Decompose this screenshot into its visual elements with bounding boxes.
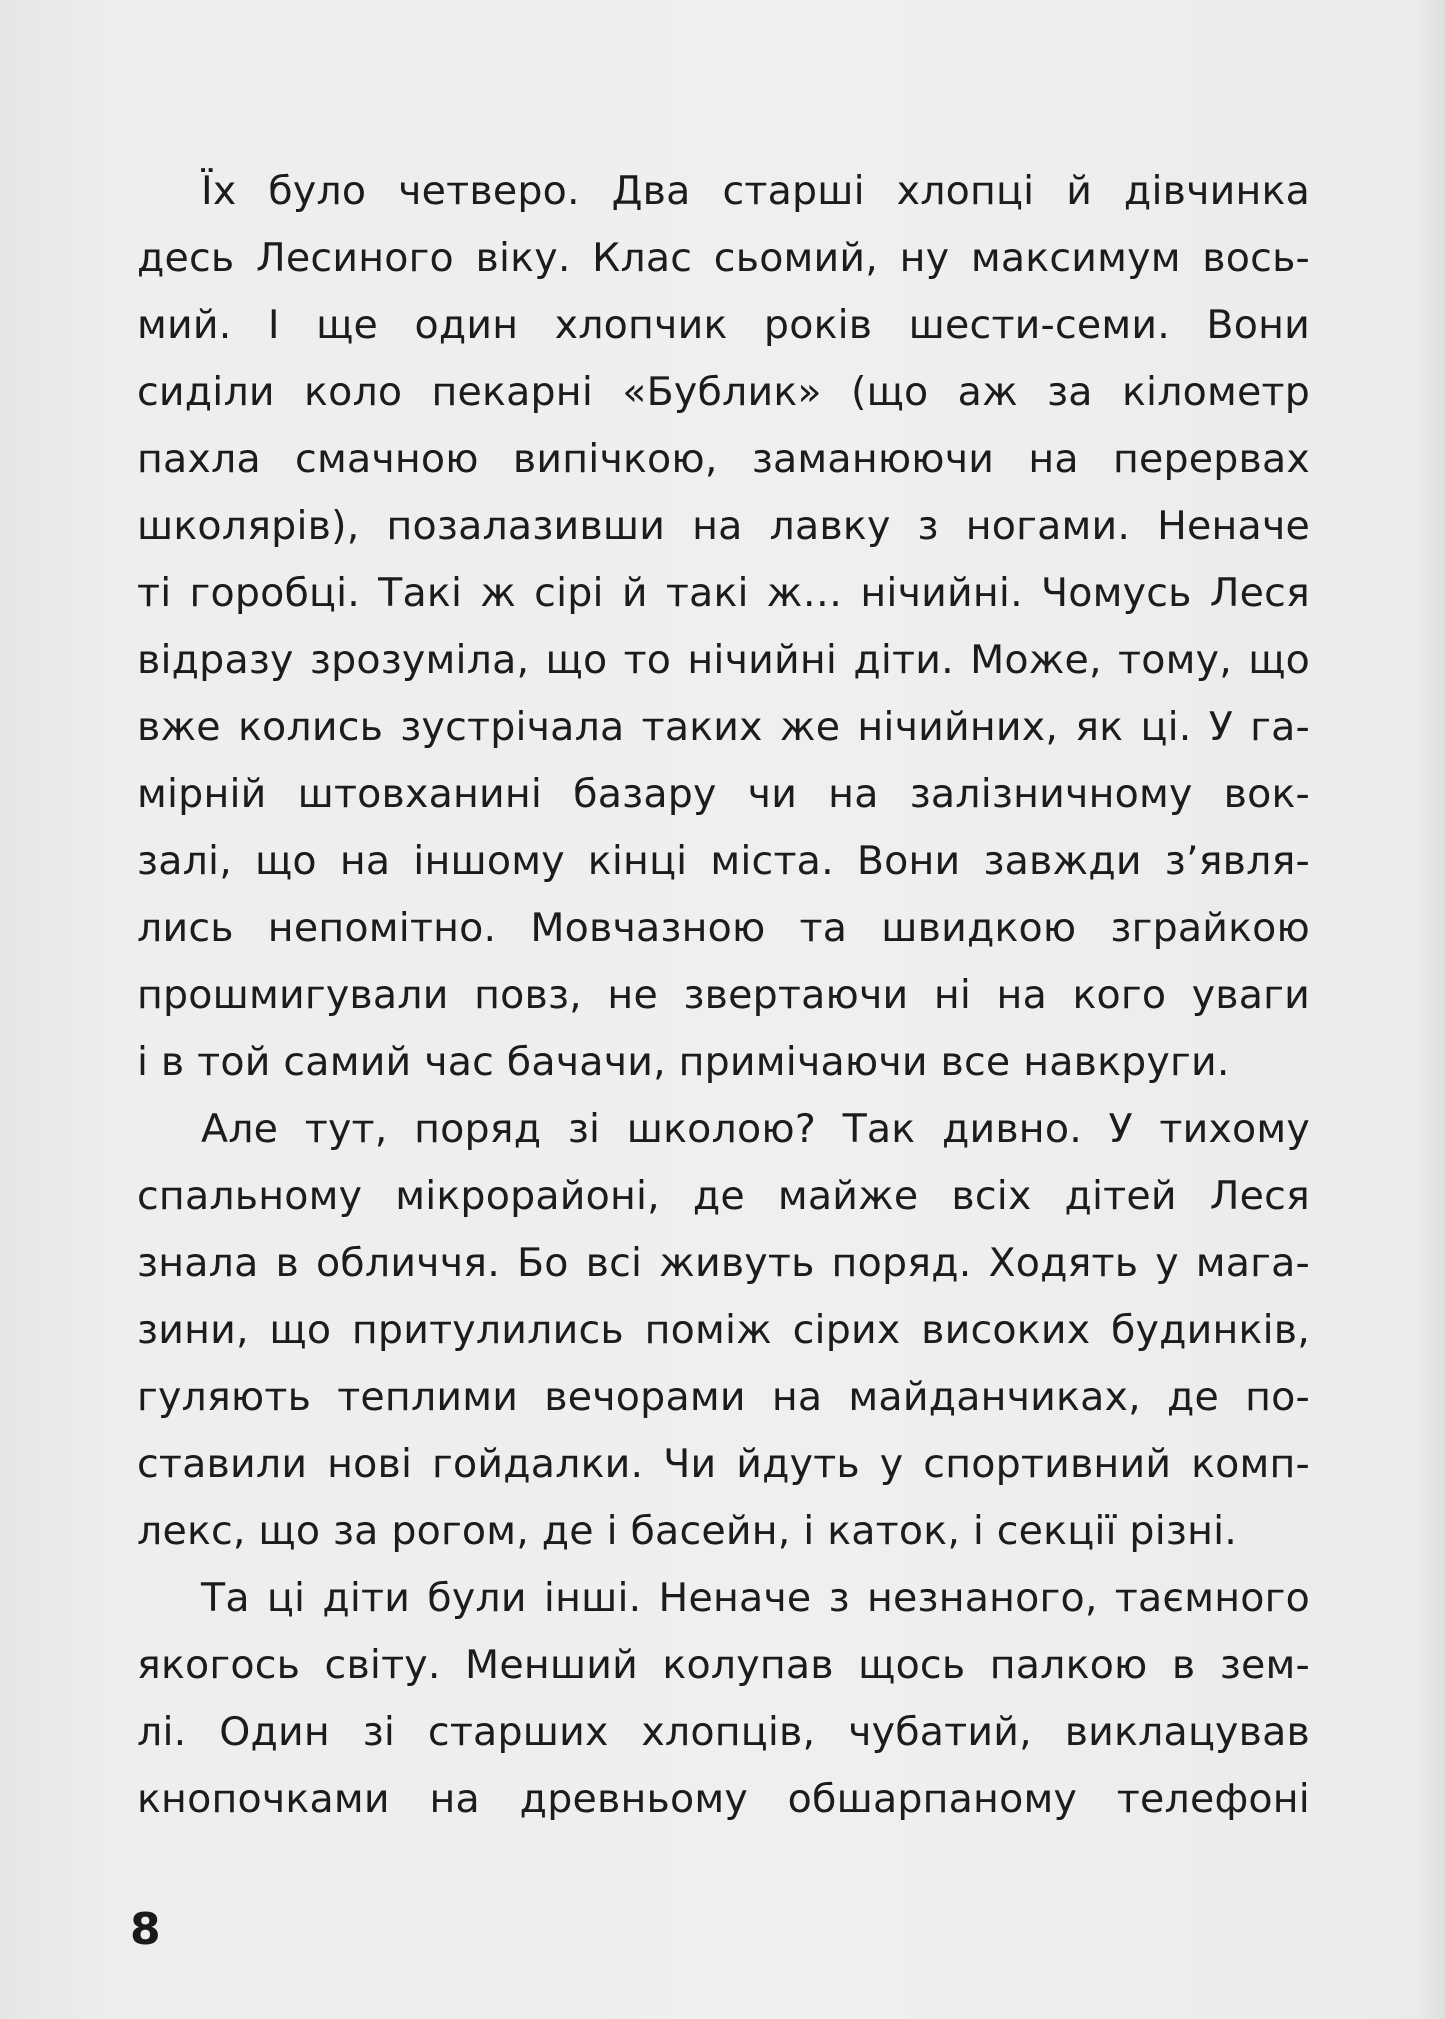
text-line: школярів), позалазивши на лавку з ногами. Неначе bbox=[137, 503, 1310, 549]
text-line: Їх було четверо. Два старші хлопці й дівчинка bbox=[201, 168, 1310, 214]
page-edge-shadow bbox=[1417, 0, 1445, 2019]
text-line: прошмигували повз, не звертаючи ні на кого уваги bbox=[137, 972, 1310, 1018]
page-number: 8 bbox=[130, 1904, 161, 1955]
text-line: знала в обличчя. Бо всі живуть поряд. Ходять у мага- bbox=[137, 1240, 1310, 1286]
text-line: залі, що на іншому кінці міста. Вони завжди з’явля- bbox=[137, 838, 1310, 884]
text-line: Але тут, поряд зі школою? Так дивно. У тихому bbox=[201, 1106, 1310, 1152]
text-line: кнопочками на древньому обшарпаному телефоні bbox=[137, 1776, 1310, 1822]
text-line: відразу зрозуміла, що то нічийні діти. Може, тому, що bbox=[137, 637, 1310, 683]
text-line: вже колись зустрічала таких же нічийних, як ці. У га- bbox=[137, 704, 1310, 750]
text-line: спальному мікрорайоні, де майже всіх дітей Леся bbox=[137, 1173, 1310, 1219]
text-line: мірній штовханині базару чи на залізничному вок- bbox=[137, 771, 1310, 817]
text-line: якогось світу. Менший колупав щось палкою в зем- bbox=[137, 1642, 1310, 1688]
text-line: сиділи коло пекарні «Бублик» (що аж за кілометр bbox=[137, 369, 1310, 415]
text-line: гуляють теплими вечорами на майданчиках, де по- bbox=[137, 1374, 1310, 1420]
text-line: ставили нові гойдалки. Чи йдуть у спортивний комп- bbox=[137, 1441, 1310, 1487]
text-line: Та ці діти були інші. Неначе з незнаного, таємного bbox=[201, 1575, 1310, 1621]
text-line: ті горобці. Такі ж сірі й такі ж… нічийні. Чомусь Леся bbox=[137, 570, 1310, 616]
text-line: мий. І ще один хлопчик років шести-семи. Вони bbox=[137, 302, 1310, 348]
text-line: лі. Один зі старших хлопців, чубатий, виклацував bbox=[137, 1709, 1310, 1755]
text-line: зини, що притулились поміж сірих високих будинків, bbox=[137, 1307, 1310, 1353]
text-line: лекс, що за рогом, де і басейн, і каток, і секції різні. bbox=[137, 1508, 1238, 1554]
text-line: пахла смачною випічкою, заманюючи на перервах bbox=[137, 436, 1310, 482]
text-line: лись непомітно. Мовчазною та швидкою зграйкою bbox=[137, 905, 1310, 951]
text-line: і в той самий час бачачи, примічаючи все навкруги. bbox=[137, 1039, 1230, 1085]
text-line: десь Лесиного віку. Клас сьомий, ну максимум вось- bbox=[137, 235, 1310, 281]
body-text bbox=[137, 158, 1310, 1833]
